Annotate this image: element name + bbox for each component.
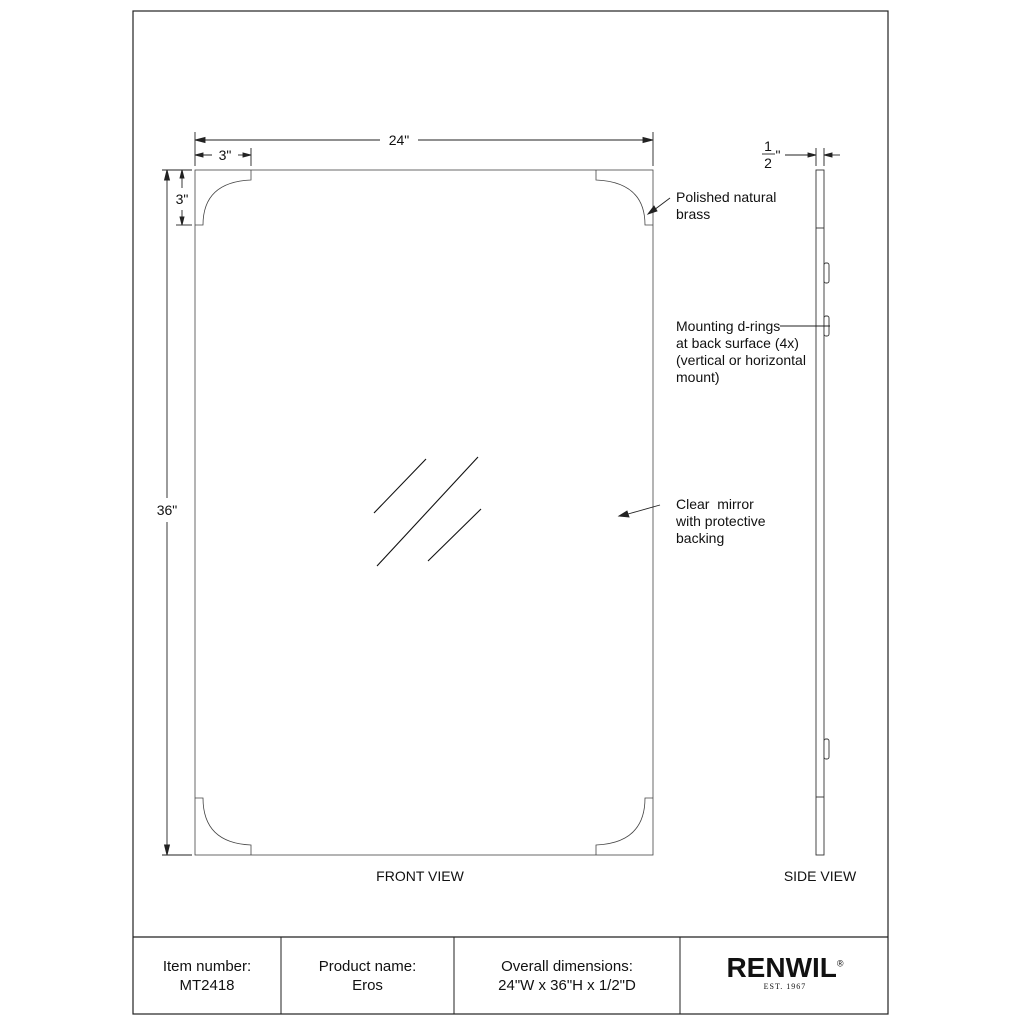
logo-wordmark: RENWIL: [726, 952, 837, 983]
mirror-reflection-lines: [374, 457, 481, 566]
width-label: 24": [388, 132, 410, 148]
product-name-cell: [281, 957, 454, 995]
drings-callout-line-1: Mounting d-rings: [676, 318, 781, 334]
brass-callout-line-2: brass: [676, 206, 711, 222]
corner-height-label: 3": [175, 191, 189, 207]
logo-registered-mark: ®: [836, 958, 844, 969]
side-view-profile: [816, 170, 824, 855]
depth-numerator: 1: [764, 138, 772, 154]
drings-callout-line-4: mount): [676, 369, 720, 385]
item-number-value: MT2418: [179, 977, 235, 994]
mirror-callout-line-1: Clear mirror: [676, 496, 754, 512]
brass-callout-line-1: Polished natural: [676, 189, 777, 205]
width-dimension: [195, 132, 653, 166]
mirror-callout-line-2: with protective: [676, 513, 766, 529]
product-name-label: Product name:: [318, 958, 417, 975]
height-label: 36": [156, 502, 178, 518]
drings-callout-line-3: (vertical or horizontal: [676, 352, 806, 368]
d-ring-icons: [824, 263, 829, 759]
depth-dimension: [762, 148, 840, 166]
product-name-value: Eros: [352, 977, 383, 994]
item-number-cell: [133, 957, 281, 995]
item-number-label: Item number:: [162, 958, 252, 975]
overall-dimensions-value: 24"W x 36"H x 1/2"D: [498, 977, 636, 994]
logo-established: EST. 1967: [763, 982, 807, 991]
mirror-callout-line-3: backing: [676, 530, 725, 546]
front-view-mirror: [195, 170, 653, 855]
corner-width-label: 3": [218, 147, 232, 163]
depth-unit: ": [775, 147, 781, 163]
front-view-title: FRONT VIEW: [376, 868, 464, 884]
side-view-title: SIDE VIEW: [783, 868, 857, 884]
drings-callout-line-2: at back surface (4x): [676, 335, 799, 351]
renwil-logo: [680, 952, 890, 991]
depth-denominator: 2: [764, 155, 772, 171]
overall-dimensions-cell: [454, 957, 680, 995]
overall-dimensions-label: Overall dimensions:: [501, 958, 633, 975]
